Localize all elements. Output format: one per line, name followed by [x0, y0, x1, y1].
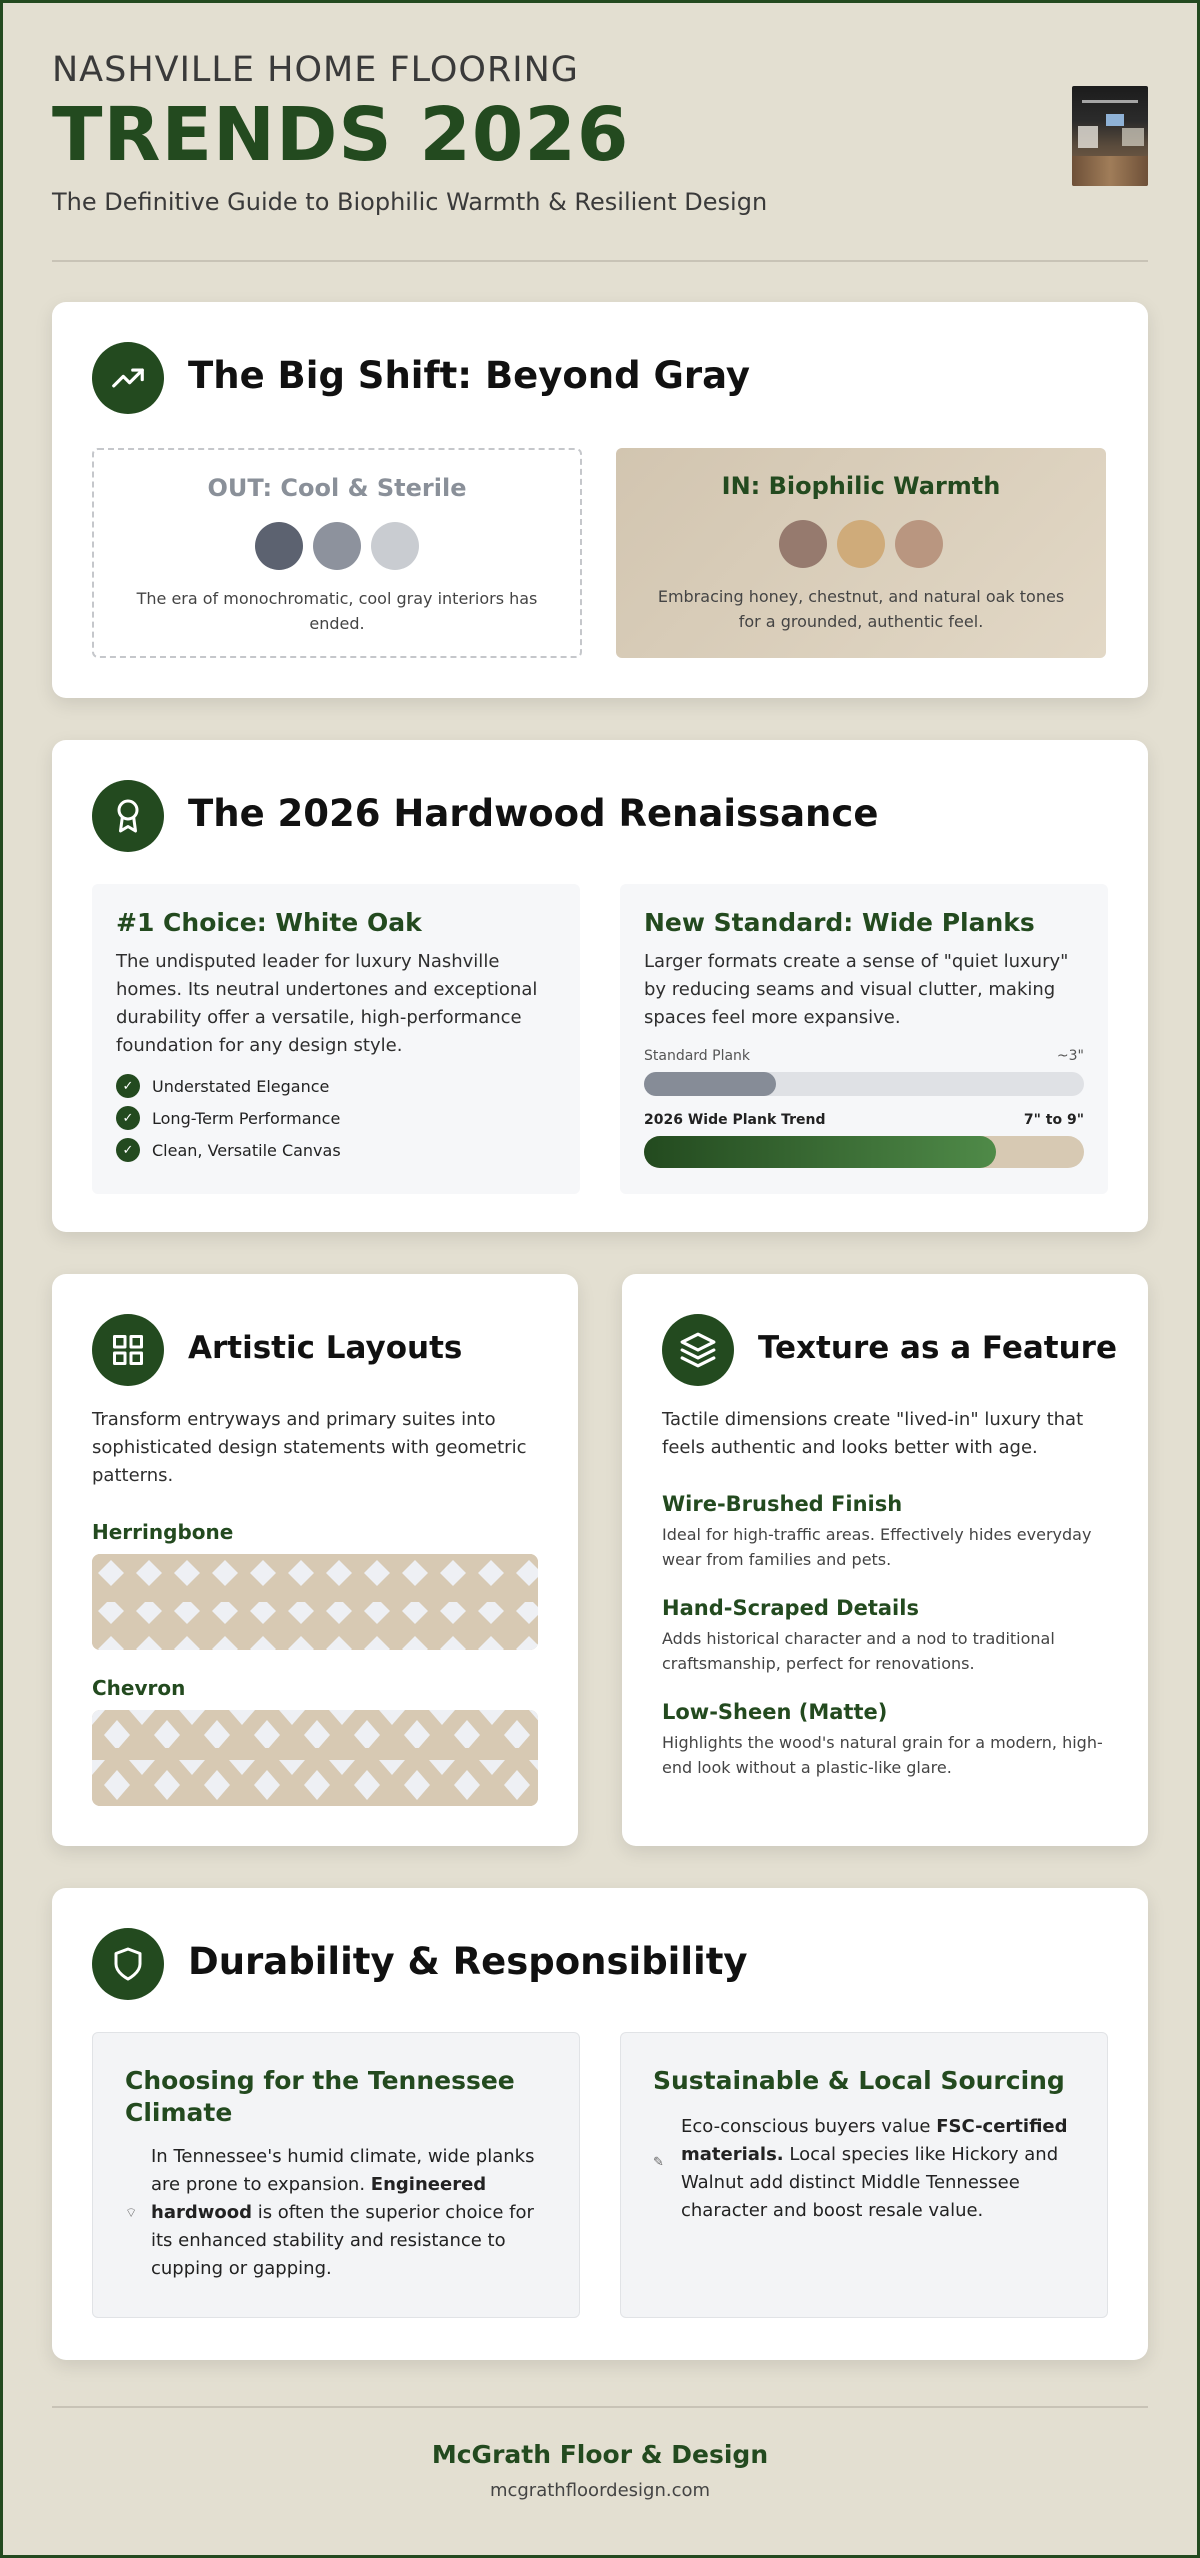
in-panel [616, 448, 1106, 658]
durability-title: Durability & Responsibility [188, 1940, 748, 1983]
durability-card [52, 1888, 1148, 2360]
trend-plank-bar [644, 1136, 1084, 1168]
wide-planks-title: New Standard: Wide Planks [644, 908, 1035, 937]
texture-item-text: Adds historical character and a nod to traditional craftsmanship, perfect for renovations. [662, 1629, 1055, 1673]
chevron-pattern [92, 1710, 538, 1806]
sourcing-title: Sustainable & Local Sourcing [653, 2066, 1065, 2095]
sourcing-panel [620, 2032, 1108, 2318]
check-label: Understated Elegance [152, 1076, 330, 1096]
standard-plank-value: ~3" [1056, 1048, 1084, 1064]
check-icon: ✓ [116, 1074, 140, 1098]
texture-title: Texture as a Feature [758, 1330, 1117, 1366]
white-oak-panel [92, 884, 580, 1194]
climate-text: In Tennessee's humid climate, wide planks are prone to expansion. Engineered hardwood is often the superior choice for its enhanced stability and resistance to cupping or gapping. [151, 2146, 535, 2279]
white-oak-title: #1 Choice: White Oak [116, 908, 422, 937]
white-oak-text: The undisputed leader for luxury Nashville homes. Its neutral undertones and exceptional durability offer a versatile, high-performance foundation for any design style. [116, 951, 538, 1056]
in-text: Embracing honey, chestnut, and natural oak tones for a grounded, authentic feel. [657, 587, 1065, 631]
page-subtitle: The Definitive Guide to Biophilic Warmth & Resilient Design [52, 188, 768, 216]
texture-item-title: Hand-Scraped Details [662, 1596, 919, 1620]
swatch-warm-3 [895, 520, 943, 568]
shield-icon [92, 1928, 164, 2000]
award-icon [92, 780, 164, 852]
out-swatches [94, 522, 580, 570]
trending-up-icon [92, 342, 164, 414]
standard-plank-fill [644, 1072, 776, 1096]
trend-plank-label-row [644, 1112, 1084, 1128]
herringbone-label: Herringbone [92, 1520, 234, 1544]
layouts-card [52, 1274, 578, 1846]
out-panel [92, 448, 582, 658]
standard-plank-bar [644, 1072, 1084, 1096]
sourcing-text: Eco-conscious buyers value FSC-certified materials. Local species like Hickory and Walnut add distinct Middle Tennessee character and boost resale value. [681, 2116, 1068, 2221]
swatch-warm-1 [779, 520, 827, 568]
check-item [116, 1138, 341, 1162]
header [52, 0, 1148, 262]
standard-plank-label: Standard Plank [644, 1048, 751, 1064]
in-title: IN: Biophilic Warmth [721, 472, 1001, 500]
renaissance-card [52, 740, 1148, 1232]
humidity-icon: ⌔ [125, 2206, 138, 2221]
standard-plank-label-row [644, 1048, 1084, 1064]
wide-planks-panel [620, 884, 1108, 1194]
leaf-icon: ✎ [653, 2155, 664, 2170]
layouts-title: Artistic Layouts [188, 1330, 463, 1366]
wide-planks-text: Larger formats create a sense of "quiet luxury" by reducing seams and visual clutter, making spaces feel more expansive. [644, 951, 1069, 1028]
layers-icon [662, 1314, 734, 1386]
texture-item-title: Wire-Brushed Finish [662, 1492, 903, 1516]
check-label: Clean, Versatile Canvas [152, 1140, 341, 1160]
check-label: Long-Term Performance [152, 1108, 341, 1128]
page-title: TRENDS 2026 [52, 92, 630, 178]
footer-divider [52, 2406, 1148, 2408]
check-icon: ✓ [116, 1106, 140, 1130]
trend-plank-label: 2026 Wide Plank Trend [644, 1112, 826, 1128]
page-content [52, 0, 1148, 2501]
climate-title: Choosing for the Tennessee Climate [125, 2066, 515, 2127]
swatch-cool-2 [313, 522, 361, 570]
texture-text: Tactile dimensions create "lived-in" luxury that feels authentic and looks better with age. [662, 1409, 1084, 1458]
texture-card [622, 1274, 1148, 1846]
footer-url[interactable]: mcgrathfloordesign.com [489, 2480, 711, 2501]
big-shift-card [52, 302, 1148, 698]
swatch-cool-3 [371, 522, 419, 570]
in-swatches [616, 520, 1106, 568]
climate-panel [92, 2032, 580, 2318]
showroom-photo [1072, 86, 1148, 186]
texture-item-title: Low-Sheen (Matte) [662, 1700, 888, 1724]
out-title: OUT: Cool & Sterile [207, 474, 467, 502]
layouts-text: Transform entryways and primary suites into sophisticated design statements with geometric patterns. [92, 1409, 527, 1486]
grid-icon [92, 1314, 164, 1386]
check-icon: ✓ [116, 1138, 140, 1162]
trend-plank-value: 7" to 9" [1023, 1112, 1084, 1128]
big-shift-title: The Big Shift: Beyond Gray [188, 354, 751, 397]
header-eyebrow: NASHVILLE HOME FLOORING [52, 50, 579, 90]
header-divider [52, 260, 1148, 262]
chevron-label: Chevron [92, 1676, 186, 1700]
out-text: The era of monochromatic, cool gray interiors has ended. [136, 589, 538, 633]
trend-plank-fill [644, 1136, 996, 1168]
texture-item-text: Ideal for high-traffic areas. Effectively hides everyday wear from families and pets. [662, 1525, 1092, 1569]
check-item [116, 1074, 329, 1098]
footer-company: McGrath Floor & Design [431, 2440, 769, 2469]
herringbone-pattern [92, 1554, 538, 1650]
check-item [116, 1106, 340, 1130]
texture-item-text: Highlights the wood's natural grain for a modern, high-end look without a plastic-like glare. [662, 1733, 1103, 1777]
swatch-cool-1 [255, 522, 303, 570]
renaissance-title: The 2026 Hardwood Renaissance [188, 792, 879, 835]
swatch-warm-2 [837, 520, 885, 568]
